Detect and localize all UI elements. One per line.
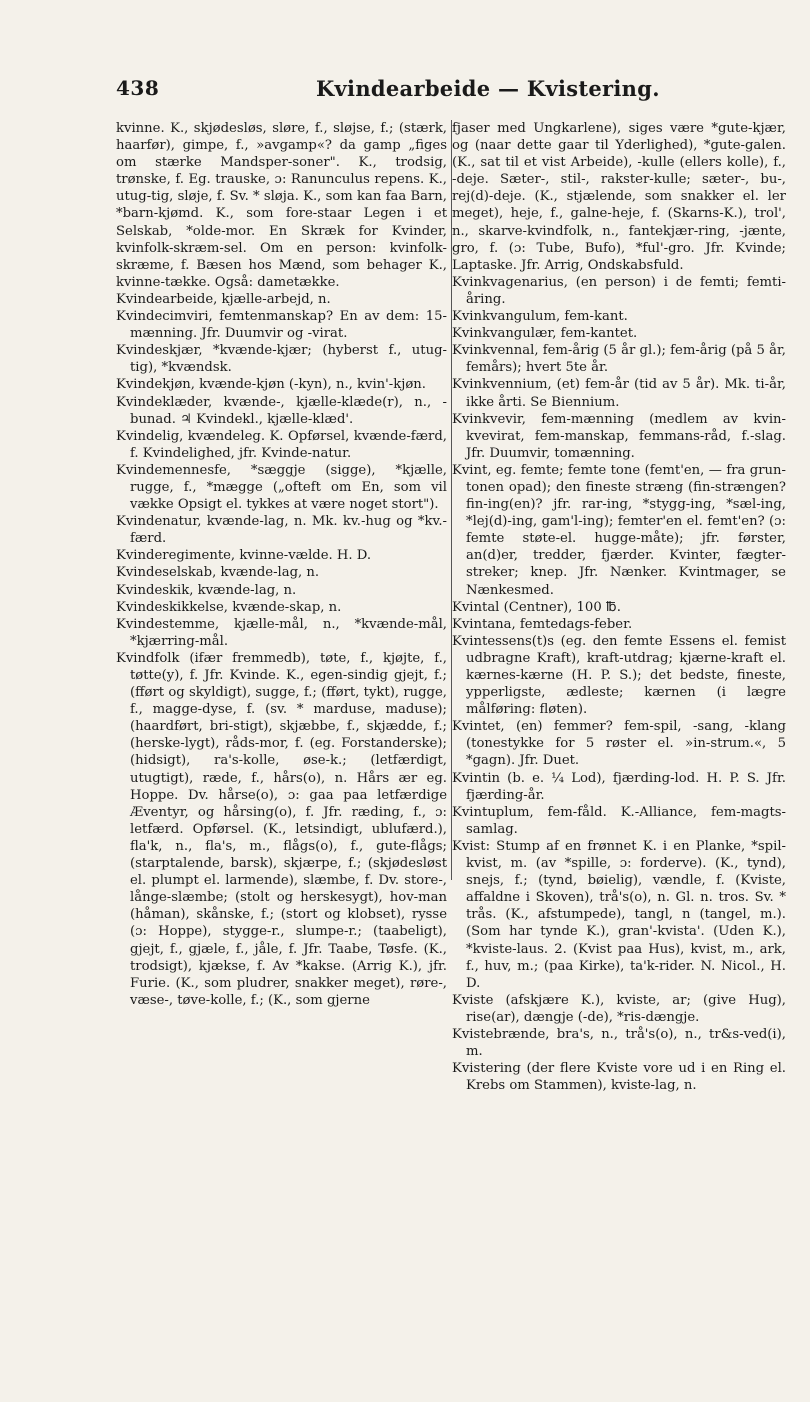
entry-kvindenatur: Kvindenatur, kvænde-lag, n. Mk. kv.-hug og *kv.-færd. — [116, 514, 447, 547]
entry-kvinderegimente: Kvinderegimente, kvinne-vælde. H. D. — [116, 548, 372, 564]
right-column — [452, 120, 786, 1094]
entry-kvintana: Kvintana, femtedags-feber. — [452, 616, 633, 632]
entry-kvindeskik: Kvindeskik, kvænde-lag, n. — [116, 582, 297, 598]
running-head — [0, 76, 810, 110]
entry-kvindestemme: Kvindestemme, kjælle-mål, n., *kvænde-mål, *kjærring-mål. — [116, 616, 447, 649]
entry-kvintin: Kvintin (b. e. ¼ Lod), fjærding-lod. H. P. S. Jfr. fjærding-år. — [452, 770, 786, 803]
entry-kvistering: Kvistering (der flere Kviste vore ud i en Ring el. Krebs om Stammen), kviste-lag, n. — [452, 1061, 786, 1094]
left-column — [116, 120, 447, 1009]
entry-kvinkvangulaer: Kvinkvangulær, fem-kantet. — [452, 326, 638, 342]
entry-kvint: Kvint, eg. femte; femte tone (femt'en, — fra grun-tonen opad); den fineste stræng (fin-strængen? fin-ing(en)? jfr. rar-ing, *stygg-ing, *sæl-ing, *lej(d)-ing, gam'l-ing); femter'en el. femt'en? (ɔ: femte støte-el. hugge-måte); jfr. førster, an(d)er, tredder, fjærder. Kvinter, fægter-streker; knep. Jfr. Nænker. Kvintmager, se Nænkesmed. — [452, 462, 786, 598]
entry-kvindeskikkelse: Kvindeskikkelse, kvænde-skap, n. — [116, 599, 342, 615]
entry-kvindelig: Kvindelig, kvændeleg. K. Opførsel, kvænde-færd, f. Kvindelighed, jfr. Kvinde-natur. — [116, 428, 447, 461]
entry-kvindeskjaer: Kvindeskjær, *kvænde-kjær; (hyberst f., utug-tig), *kvændsk. — [116, 343, 447, 376]
entry-kvindeselskab: Kvindeselskab, kvænde-lag, n. — [116, 565, 320, 581]
entry-kvindecimviri: Kvindecimviri, femtenmanskap? En av dem: 15-mænning. Jfr. Duumvir og -virat. — [116, 309, 447, 342]
entry-continuation: fjaser med Ungkarlene), siges være *gute-kjær, og (naar dette gaar til Yderlighed), *gute-galen. (K., sat til et vist Arbeide), -kulle (ellers kolle), f., -deje. Sæter-, stil-, rakster-kulle; sæter-, bu-, rej(d)-deje. (K., stjælende, som snakker el. ler meget), heje, f., galne-heje, f. (Skarns-K.), trol', n., skarve-kvindfolk, n., fantekjær-ring, -jænte, gro, f. (ɔ: Tube, Bufo), *ful'-gro. Jfr. Kvinde; Laptaske. Jfr. Arrig, Ondskabsfuld. — [452, 121, 786, 273]
entry-kvintet: Kvintet, (en) femmer? fem-spil, -sang, -klang (tonestykke for 5 røster el. »in-strum.«, 5 *gagn). Jfr. Duet. — [452, 719, 786, 769]
entry-kvindekjon: Kvindekjøn, kvænde-kjøn (-kyn), n., kvin'-kjøn. — [116, 377, 426, 393]
entry-kvinkvennal: Kvinkvennal, fem-årig (5 år gl.); fem-årig (på 5 år, femårs); hvert 5te år. — [452, 343, 786, 376]
entry-kvinkvagenarius: Kvinkvagenarius, (en person) i de femti; femti-åring. — [452, 274, 786, 307]
entry-kvindearbeide: Kvindearbeide, kjælle-arbejd, n. — [116, 291, 331, 307]
entry-continuation: kvinne. K., skjødesløs, sløre, f., sløjse, f.; (stærk, haarfør), gimpe, f., »avgamp«? da gamp „figes om stærke Mandsper-soner". K., trodsig, trønske, f. Eg. trauske, ɔ: Ranunculus repens. K., utug-tig, sløje, f. Sv. * sløja. K., som kan faa Barn, *barn-kjømd. K., som fore-staar Legen i et Selskab, *olde-mor. En Skræk for Kvinder, kvinfolk-skræm-sel. Om en person: kvinfolk-skræme, f. Bæsen hos Mænd, som behager K., kvinne-tække. Også: dametække. — [116, 121, 447, 290]
entry-kviste: Kviste (afskjære K.), kviste, ar; (give Hug), rise(ar), dængje (-de), *ris-dængje. — [452, 992, 786, 1025]
entry-kvindfolk: Kvindfolk (ifær fremmedb), tøte, f., kjøjte, f., tøtte(y), f. Jfr. Kvinde. K., egen-sindig gjejt, f.; (fført og skyldigt), sugge, f.; (fført, tykt), rugge, f., magge-dyse, f. (sv. * marduse, maduse); (haardført, bri-stigt), skjæbbe, f., skjædde, f.; (herske-lygt), råds-mor, f. (eg. Forstanderske); (hidsigt), ra's-kolle, øse-k.; (letfærdigt, utugtigt), ræde, f., hårs(o), n. Hårs ær eg. Hoppe. Dv. hårse(o), ɔ: gaa paa letfærdige Æventyr, og hårsing(o), f. Jfr. ræding, f., ɔ: letfærd. Opførsel. (K., letsindigt, ublufærd.), fla'k, n., fla's, m., flågs(o), f., gute-flågs; (starptalende, barsk), skjærpe, f.; (skjødesløst el. plumpt el. larmende), slæmbe, f. Dv. store-, långe-slæmbe; (stolt og herskesygt), hov-man (håman), skånske, f.; (stort og klobset), rysse (ɔ: Hoppe), stygge-r., slumpe-r.; (taabeligt), gjejt, f., gjæle, f., jåle, f. Jfr. Taabe, Tøsfe. (K., trodsigt), kjækse, f. Av *kakse. (Arrig K.), jfr. Furie. (K., som pludrer, snakker meget), røre-, væse-, tøve-kolle, f.; (K., som gjerne — [116, 650, 447, 1008]
entry-kvintuplum: Kvintuplum, fem-fåld. K.-Alliance, fem-magts-samlag. — [452, 804, 786, 837]
running-title: Kvindearbeide — Kvistering. — [316, 76, 660, 101]
entry-kvinkvennium: Kvinkvennium, (et) fem-år (tid av 5 år). Mk. ti-år, ikke årti. Se Biennium. — [452, 377, 786, 410]
entry-kvintessens: Kvintessens(t)s (eg. den femte Essens el. femist udbragne Kraft), kraft-utdrag; kjærne-kraft el. kærnes-kærne (H. P. S.); det bedste, fineste, ypperligste, ædleste; kærnen (i lægre målføring: fløten). — [452, 633, 786, 718]
entry-kvindemenneske: Kvindemennesfe, *sæggje (sigge), *kjælle, rugge, f., *mægge („ofteft om En, som vil vække Opsigt el. tykkes at være noget stort"). — [116, 462, 447, 513]
entry-kvindeklaeder: Kvindeklæder, kvænde-, kjælle-klæde(r), n., -bunad. ♃ Kvindekl., kjælle-klæd'. — [116, 394, 447, 427]
entry-kvintal: Kvintal (Centner), 100 ℔. — [452, 599, 621, 615]
entry-kvinkvangulum: Kvinkvangulum, fem-kant. — [452, 309, 628, 325]
entry-kvinkvevir: Kvinkvevir, fem-mænning (medlem av kvin-kvevirat, fem-manskap, femmans-råd, f.-slag. Jfr. Duumvir, tomænning. — [452, 411, 786, 461]
entry-kvistebraende: Kvistebrænde, bra's, n., trå's(o), n., tr&s-ved(i), m. — [452, 1026, 786, 1060]
page-number: 438 — [116, 76, 160, 100]
entry-kvist: Kvist: Stump af en frønnet K. i en Planke, *spil-kvist, m. (av *spille, ɔ: forderve). (K., tynd), snejs, f.; (tynd, bøielig), vændle, f. (Kviste, affaldne i Skoven), trå's(o), n. Gl. n. tros. Sv. * trås. (K., afstumpede), tangl, n (tangel, m.). (Som har tynde K.), gran'-kvista'. (Uden K.), *kviste-laus. 2. (Kvist paa Hus), kvist, m., ark, f., huv, m.; (paa Kirke), ta'k-rider. N. Nicol., H. D. — [452, 838, 786, 991]
